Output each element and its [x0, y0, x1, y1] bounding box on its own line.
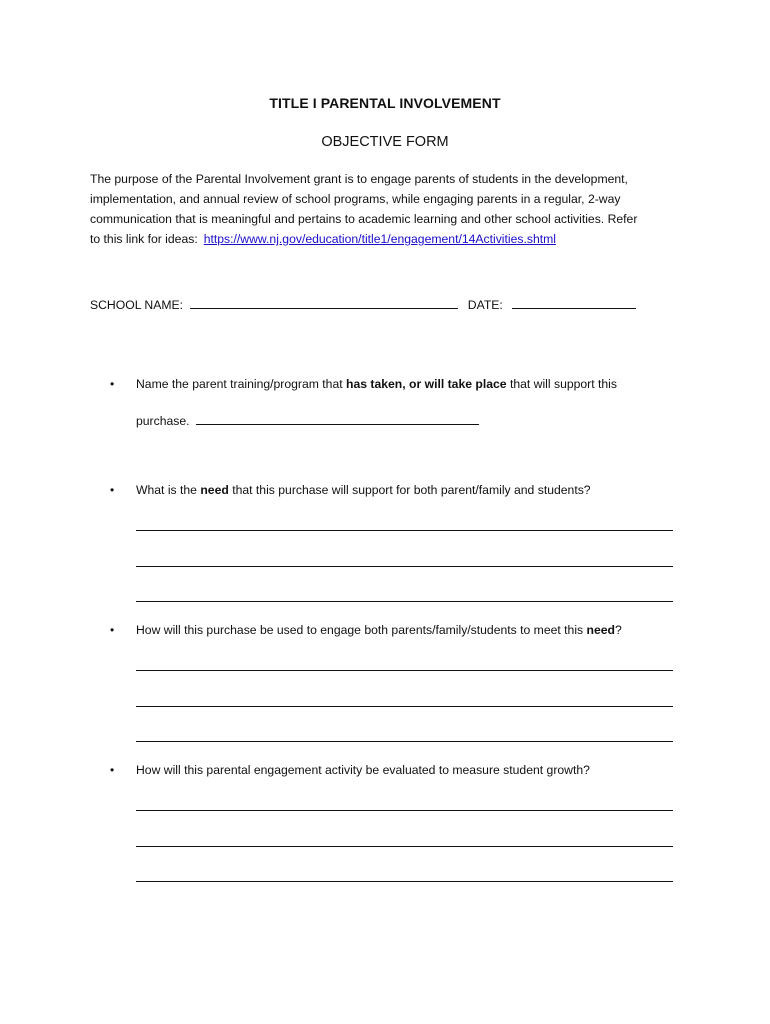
answer-line[interactable]	[136, 810, 673, 811]
intro-line-1: The purpose of the Parental Involvement grant is to engage parents of students in the development,	[90, 172, 628, 186]
intro-paragraph	[90, 169, 690, 249]
answer-line[interactable]	[136, 741, 673, 742]
date-field[interactable]	[512, 296, 636, 309]
form-subtitle: OBJECTIVE FORM	[321, 134, 449, 150]
date-label: DATE:	[467, 298, 503, 312]
bullet-icon: •	[110, 763, 115, 777]
school-date-row	[90, 296, 636, 312]
question-3-text: How will this purchase be used to engage both parents/family/students to meet this need?	[136, 623, 622, 637]
ideas-link[interactable]: https://www.nj.gov/education/title1/engagement/14Activities.shtml	[203, 232, 556, 246]
answer-line[interactable]	[136, 846, 673, 847]
intro-line-4	[90, 229, 690, 249]
bullet-icon: •	[110, 483, 115, 497]
answer-line[interactable]	[136, 601, 673, 602]
bullet-icon: •	[110, 623, 115, 637]
form-title: TITLE I PARENTAL INVOLVEMENT	[269, 95, 501, 111]
question-2-text: What is the need that this purchase will support for both parent/family and students?	[136, 483, 591, 497]
answer-line[interactable]	[136, 881, 673, 882]
bullet-icon: •	[110, 377, 115, 391]
answer-line[interactable]	[136, 566, 673, 567]
program-name-field[interactable]	[196, 412, 479, 425]
answer-line[interactable]	[136, 670, 673, 671]
school-name-field[interactable]	[190, 296, 458, 309]
question-4-text: How will this parental engagement activity be evaluated to measure student growth?	[136, 763, 590, 777]
intro-link-prefix: to this link for ideas:	[90, 232, 198, 246]
intro-line-3: communication that is meaningful and pertains to academic learning and other school activities. Refer	[90, 212, 638, 226]
intro-line-2: implementation, and annual review of school programs, while engaging parents in a regular, 2-way	[90, 192, 621, 206]
question-1-continuation: purchase.	[136, 412, 479, 428]
school-name-label: SCHOOL NAME:	[90, 298, 184, 312]
question-1-text: Name the parent training/program that has taken, or will take place that will support this	[136, 377, 617, 391]
answer-line[interactable]	[136, 706, 673, 707]
answer-line[interactable]	[136, 530, 673, 531]
